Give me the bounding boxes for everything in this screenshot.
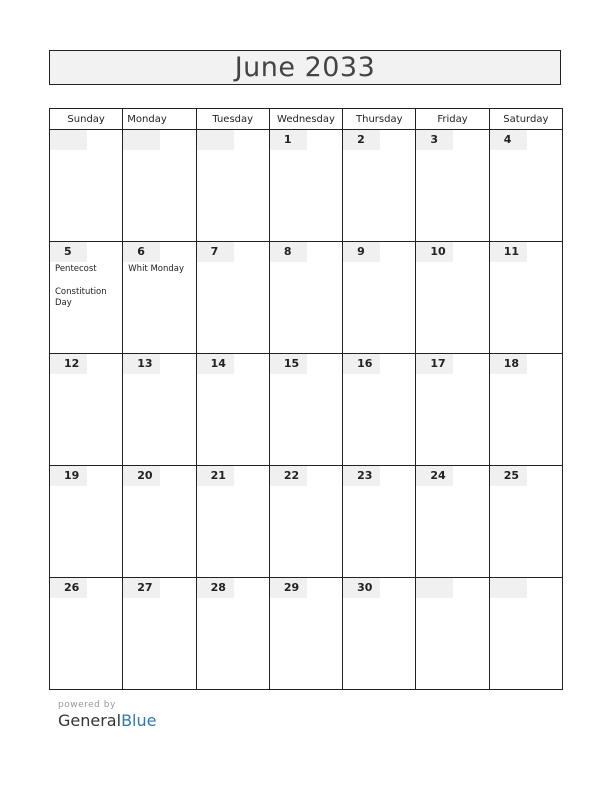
calendar-title: June 2033 (234, 52, 376, 83)
day-number: 4 (490, 130, 527, 150)
day-cell (196, 242, 269, 354)
day-number (490, 578, 527, 598)
day-number: 25 (490, 466, 527, 486)
day-cell (50, 466, 123, 578)
day-number: 7 (197, 242, 234, 262)
day-number: 5 (50, 242, 87, 262)
day-cell (123, 466, 196, 578)
day-cell (196, 354, 269, 466)
day-cell (50, 242, 123, 354)
day-cell (489, 578, 562, 690)
day-number: 23 (343, 466, 380, 486)
week-row (50, 354, 563, 466)
day-cell (50, 578, 123, 690)
day-cell (343, 578, 416, 690)
week-row (50, 466, 563, 578)
day-number: 20 (123, 466, 160, 486)
day-number: 10 (416, 242, 453, 262)
day-number: 17 (416, 354, 453, 374)
day-cell (123, 578, 196, 690)
day-number: 27 (123, 578, 160, 598)
day-number: 28 (197, 578, 234, 598)
holiday-list (128, 264, 192, 287)
holiday-label: Constitution Day (55, 287, 107, 308)
day-number (50, 130, 87, 150)
day-cell (269, 242, 342, 354)
day-number: 1 (270, 130, 307, 150)
weekday-tuesday: Tuesday (196, 109, 269, 130)
day-number: 16 (343, 354, 380, 374)
day-cell (489, 466, 562, 578)
day-number: 21 (197, 466, 234, 486)
weekday-wednesday: Wednesday (269, 109, 342, 130)
brand-logo (58, 711, 156, 730)
day-cell (489, 130, 562, 242)
weekday-saturday: Saturday (489, 109, 562, 130)
day-cell (269, 354, 342, 466)
powered-by-text: powered by (58, 700, 116, 710)
day-cell (416, 578, 489, 690)
day-cell (123, 130, 196, 242)
day-number: 26 (50, 578, 87, 598)
day-cell (343, 242, 416, 354)
day-number: 19 (50, 466, 87, 486)
day-cell (416, 466, 489, 578)
day-cell (416, 242, 489, 354)
day-number: 2 (343, 130, 380, 150)
day-cell (269, 578, 342, 690)
week-row (50, 578, 563, 690)
day-number: 11 (490, 242, 527, 262)
holiday-label: Pentecost (55, 264, 97, 274)
day-cell (196, 466, 269, 578)
day-cell (196, 130, 269, 242)
brand-name-part1: General (58, 711, 122, 730)
day-cell (416, 130, 489, 242)
day-number (197, 130, 234, 150)
day-number: 8 (270, 242, 307, 262)
day-cell (269, 130, 342, 242)
calendar-title-box (49, 50, 561, 85)
day-number: 13 (123, 354, 160, 374)
day-cell (343, 466, 416, 578)
day-cell (50, 130, 123, 242)
day-number: 3 (416, 130, 453, 150)
weekday-friday: Friday (416, 109, 489, 130)
day-cell (50, 354, 123, 466)
holiday-label: Whit Monday (128, 264, 185, 274)
day-number: 14 (197, 354, 234, 374)
calendar-grid (49, 108, 563, 690)
brand-name-part2: Blue (121, 711, 157, 730)
day-number (123, 130, 160, 150)
weekday-thursday: Thursday (343, 109, 416, 130)
day-number: 6 (123, 242, 160, 262)
day-cell (343, 354, 416, 466)
day-cell (269, 466, 342, 578)
day-number: 15 (270, 354, 307, 374)
day-cell (489, 242, 562, 354)
day-cell (416, 354, 489, 466)
weekday-monday: Monday (123, 109, 196, 130)
week-row (50, 242, 563, 354)
day-number: 24 (416, 466, 453, 486)
weekday-sunday: Sunday (50, 109, 123, 130)
holiday-list (55, 264, 119, 321)
day-cell (123, 242, 196, 354)
day-number: 29 (270, 578, 307, 598)
footer (58, 700, 156, 730)
day-number (416, 578, 453, 598)
day-cell (123, 354, 196, 466)
day-cell (196, 578, 269, 690)
weekday-header-row (50, 109, 563, 130)
week-row (50, 130, 563, 242)
day-number: 9 (343, 242, 380, 262)
day-cell (489, 354, 562, 466)
day-number: 12 (50, 354, 87, 374)
day-cell (343, 130, 416, 242)
day-number: 22 (270, 466, 307, 486)
day-number: 30 (343, 578, 380, 598)
day-number: 18 (490, 354, 527, 374)
